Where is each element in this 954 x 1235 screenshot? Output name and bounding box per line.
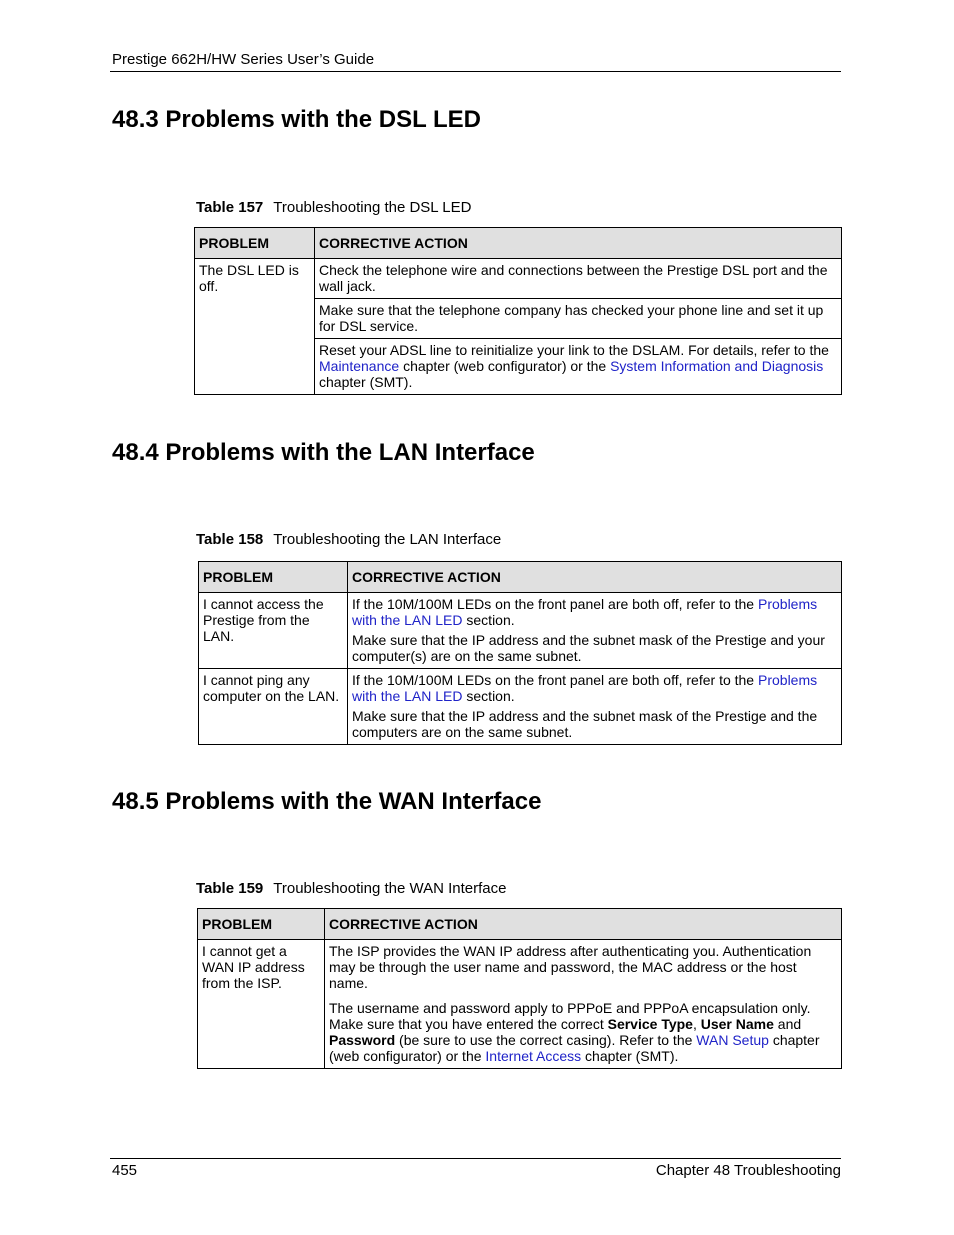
action-text: Make sure that the telephone company has checked your phone line and set it up for DSL service. [319, 302, 824, 334]
problem-cell [195, 259, 315, 395]
chapter-footer: Chapter 48 Troubleshooting [655, 1162, 841, 1179]
text-run: The username and password apply to PPPoE and PPPoA encapsulation only. Make sure that you have entered the correct [329, 1000, 811, 1032]
table-row [199, 593, 842, 669]
action-cell [315, 299, 842, 339]
section-heading-dsl: 48.3 Problems with the DSL LED [112, 106, 481, 133]
col-header-problem: PROBLEM [195, 228, 315, 259]
action-text-2: Make sure that the IP address and the subnet mask of the Prestige and the computers are on the same subnet. [352, 708, 818, 740]
problem-text: The DSL LED is off. [199, 262, 299, 294]
table-caption-158 [196, 531, 501, 548]
action-cell [348, 669, 842, 745]
table-title: Troubleshooting the WAN Interface [273, 880, 507, 897]
action-cell [315, 259, 842, 299]
table-lan-interface [198, 561, 842, 745]
table-caption-159 [196, 880, 506, 897]
table-label: Table 158 [196, 531, 264, 548]
table-label: Table 157 [196, 199, 264, 216]
action-text [315, 339, 841, 394]
col-header-action: CORRECTIVE ACTION [315, 228, 842, 259]
section-heading-wan: 48.5 Problems with the WAN Interface [112, 788, 542, 815]
action-cell [348, 593, 842, 669]
problem-text: I cannot access the Prestige from the LAN. [203, 596, 324, 644]
text-run: chapter (SMT). [585, 1048, 679, 1064]
text-run: section. [466, 688, 515, 704]
action-text: Check the telephone wire and connections between the Prestige DSL port and the wall jack. [319, 262, 828, 294]
bold-service-type: Service Type [607, 1016, 693, 1032]
text-run: section. [466, 612, 515, 628]
text-run: chapter (web configurator) or the [329, 1032, 820, 1064]
action-text-2 [329, 1000, 837, 1064]
link-wan-setup[interactable]: WAN Setup [696, 1032, 769, 1048]
text-run: If the 10M/100M LEDs on the front panel are both off, refer to the [352, 672, 755, 688]
header-rule [110, 71, 841, 72]
link-problems-lan-led[interactable]: Problems with the LAN LED [352, 596, 818, 628]
footer-rule [110, 1158, 841, 1159]
action-cell [315, 339, 842, 395]
section-heading-lan: 48.4 Problems with the LAN Interface [112, 439, 535, 466]
action-text-1: The ISP provides the WAN IP address after authenticating you. Authentication may be through the user name and password, the MAC address or the host name. [329, 943, 812, 991]
text-run: Reset your ADSL line to reinitialize your link to the DSLAM. For details, refer to the [319, 342, 829, 358]
text-run: If the 10M/100M LEDs on the front panel are both off, refer to the [352, 596, 755, 612]
problem-cell [199, 593, 348, 669]
problem-cell [198, 940, 325, 1069]
action-cell [325, 940, 842, 1069]
text-run: and [777, 1016, 802, 1032]
text-run: chapter (SMT). [319, 374, 413, 390]
page-number: 455 [112, 1162, 138, 1179]
running-header: Prestige 662H/HW Series User’s Guide [112, 51, 375, 68]
table-title: Troubleshooting the DSL LED [273, 199, 472, 216]
link-system-information[interactable]: System Information and Diagnosis [610, 358, 824, 374]
table-row [199, 669, 842, 745]
text-run: (be sure to use the correct casing). Refer to the [399, 1032, 693, 1048]
bold-password: Password [329, 1032, 396, 1048]
col-header-problem: PROBLEM [198, 909, 325, 940]
problem-cell [199, 669, 348, 745]
col-header-action: CORRECTIVE ACTION [348, 562, 842, 593]
col-header-problem: PROBLEM [199, 562, 348, 593]
table-wan-interface [197, 908, 842, 1069]
problem-text: I cannot ping any computer on the LAN. [203, 672, 340, 704]
table-label: Table 159 [196, 880, 264, 897]
problem-text: I cannot get a WAN IP address from the ISP. [202, 943, 305, 991]
link-problems-lan-led[interactable]: Problems with the LAN LED [352, 672, 818, 704]
text-run: , [692, 1016, 697, 1032]
action-text [348, 593, 841, 668]
action-text [325, 940, 841, 1068]
link-internet-access[interactable]: Internet Access [485, 1048, 582, 1064]
bold-user-name: User Name [700, 1016, 774, 1032]
action-text [348, 669, 841, 744]
table-title: Troubleshooting the LAN Interface [273, 531, 502, 548]
action-text-2: Make sure that the IP address and the subnet mask of the Prestige and your computer(s) are on the same subnet. [352, 632, 825, 664]
table-dsl-led [194, 227, 842, 395]
link-maintenance[interactable]: Maintenance [319, 358, 400, 374]
table-row [198, 940, 842, 1069]
table-caption-157 [196, 199, 471, 216]
text-run: chapter (web configurator) or the [403, 358, 607, 374]
col-header-action: CORRECTIVE ACTION [325, 909, 842, 940]
